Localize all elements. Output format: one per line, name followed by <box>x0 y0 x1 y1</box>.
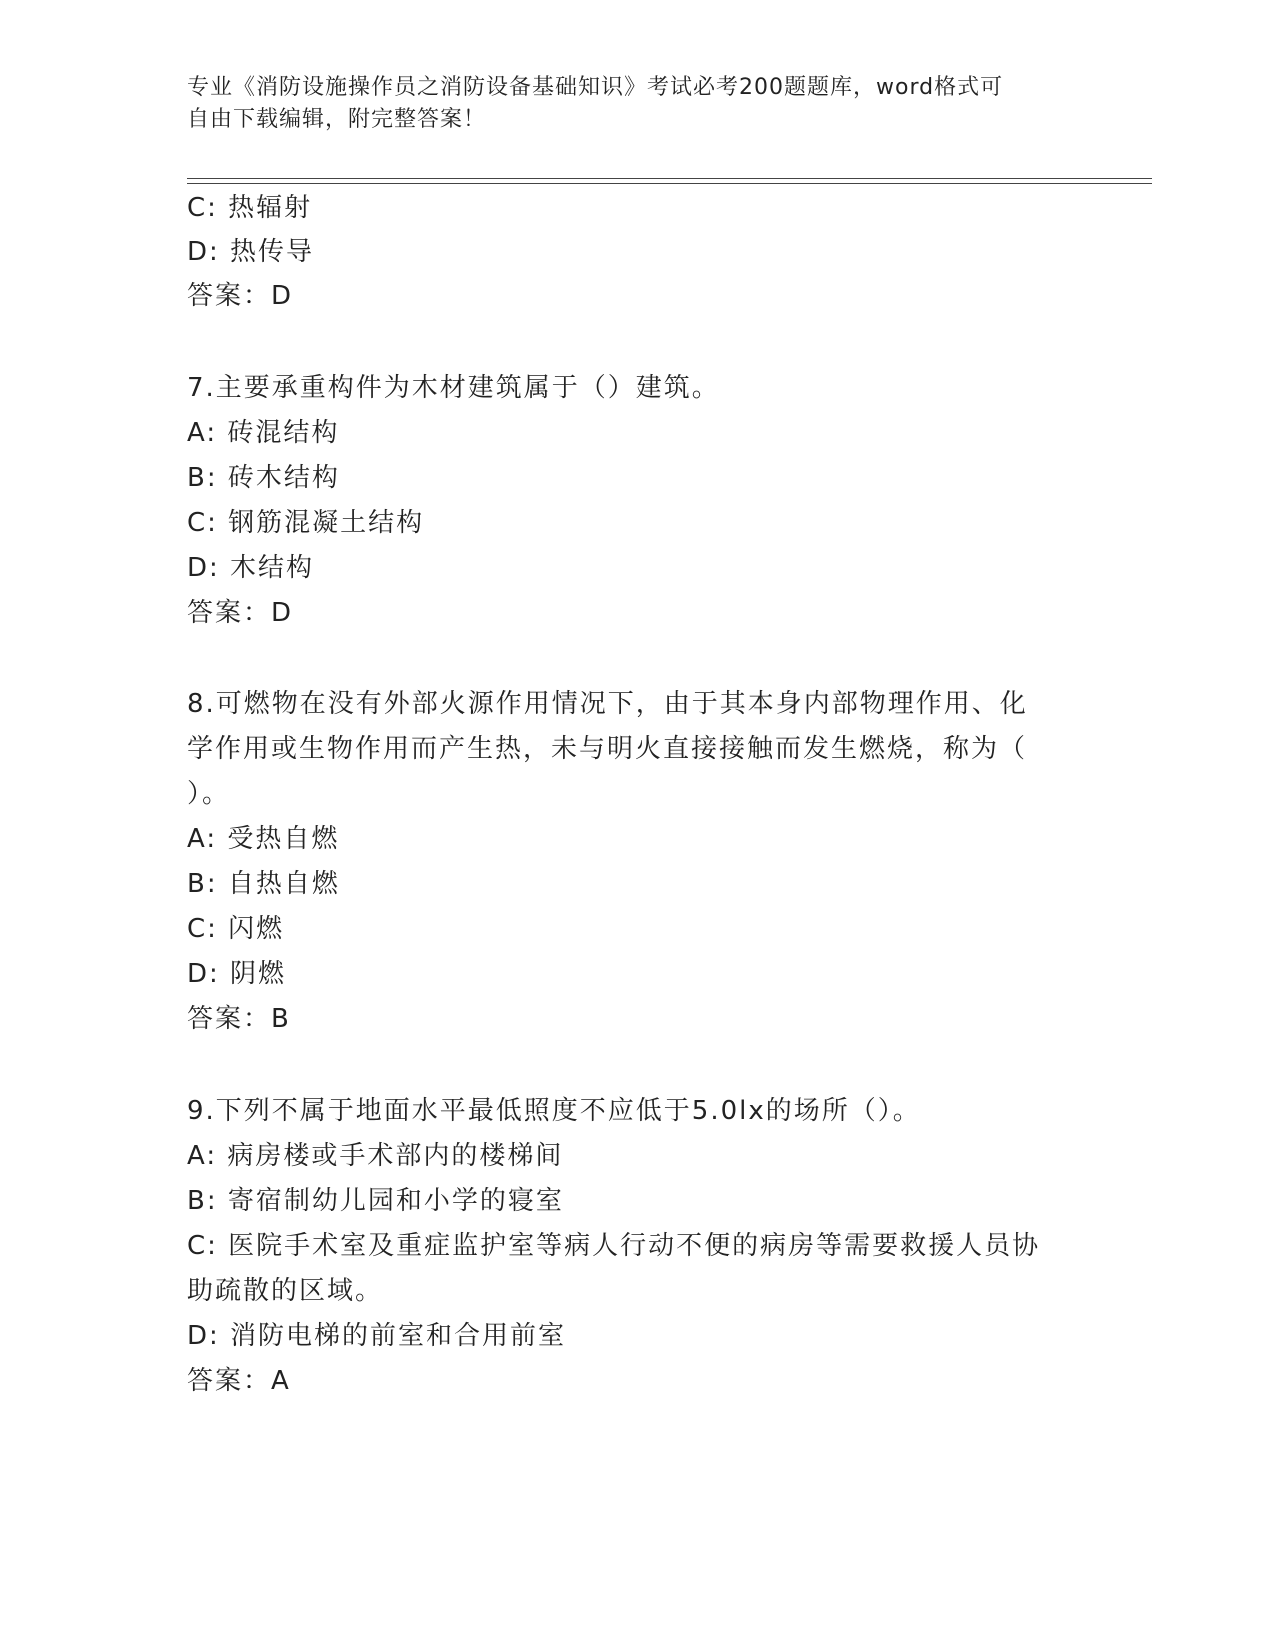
header-divider-bottom <box>187 183 1152 184</box>
header-line-2: 自由下载编辑，附完整答案！ <box>187 107 487 132</box>
question-7-stem: 7.主要承重构件为木材建筑属于（）建筑。 <box>187 373 720 403</box>
option-d: D: 热传导 <box>187 237 315 267</box>
question-8-stem-line-1: 8.可燃物在没有外部火源作用情况下，由于其本身内部物理作用、化 <box>187 689 1028 719</box>
option-c: C: 闪燃 <box>187 914 285 944</box>
option-c: C: 钢筋混凝土结构 <box>187 508 425 538</box>
option-b: B: 寄宿制幼儿园和小学的寝室 <box>187 1186 564 1216</box>
answer-line: 答案：B <box>187 1004 291 1034</box>
option-c: C: 热辐射 <box>187 193 313 223</box>
option-a: A: 病房楼或手术部内的楼梯间 <box>187 1141 564 1171</box>
question-8-stem-line-2: 学作用或生物作用而产生热，未与明火直接接触而发生燃烧，称为（ <box>187 734 1028 764</box>
option-c-line-1: C: 医院手术室及重症监护室等病人行动不便的病房等需要救援人员协 <box>187 1231 1041 1261</box>
option-a: A: 受热自燃 <box>187 824 340 854</box>
question-9-stem: 9.下列不属于地面水平最低照度不应低于5.0lx的场所（）。 <box>187 1096 921 1126</box>
header-line-1: 专业《消防设施操作员之消防设备基础知识》考试必考200题题库，word格式可 <box>187 75 1004 100</box>
question-8-stem-line-3: ）。 <box>187 779 231 809</box>
option-b: B: 自热自燃 <box>187 869 340 899</box>
option-b: B: 砖木结构 <box>187 463 340 493</box>
answer-line: 答案：D <box>187 281 294 311</box>
answer-line: 答案：A <box>187 1366 291 1396</box>
option-a: A: 砖混结构 <box>187 418 340 448</box>
header-divider-top <box>187 178 1152 179</box>
option-d: D: 阴燃 <box>187 959 287 989</box>
answer-line: 答案：D <box>187 598 294 628</box>
document-header <box>187 72 1077 136</box>
option-d: D: 消防电梯的前室和合用前室 <box>187 1321 567 1351</box>
option-c-line-2: 助疏散的区域。 <box>187 1276 384 1306</box>
option-d: D: 木结构 <box>187 553 315 583</box>
